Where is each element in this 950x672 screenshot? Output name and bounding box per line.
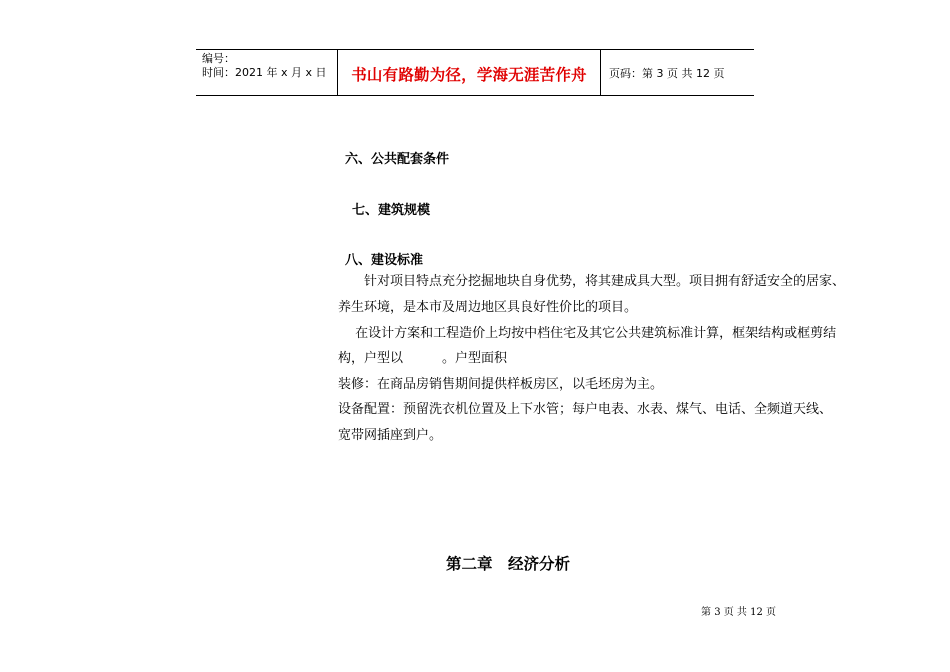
body-paragraph-line: 养生环境，是本市及周边地区具良好性价比的项目。 xyxy=(338,300,638,315)
body-paragraph-line: 宽带网插座到户。 xyxy=(338,428,443,443)
header-motto-cell xyxy=(338,50,601,95)
body-paragraph-line: 设备配置：预留洗衣机位置及上下水管；每户电表、水表、煤气、电话、全频道天线、 xyxy=(338,402,833,417)
section-heading-6: 六、公共配套条件 xyxy=(345,152,450,167)
body-paragraph-line: 针对项目特点充分挖掘地块自身优势，将其建成具大型。项目拥有舒适安全的居家、 xyxy=(338,274,846,289)
chapter-title: 第二章 经济分析 xyxy=(445,555,570,573)
header-motto: 书山有路勤为径，学海无涯苦作舟 xyxy=(351,65,587,84)
header-page-code-cell xyxy=(601,50,754,95)
section-heading-8: 八、建设标准 xyxy=(345,253,424,268)
document-date-label: 时间：2021 年 x 月 x 日 xyxy=(202,66,327,79)
body-paragraph-line: 在设计方案和工程造价上均按中档住宅及其它公共建筑标准计算，框架结构或框剪结 xyxy=(338,326,837,341)
header-meta-cell xyxy=(196,50,338,95)
header-page-code: 页码：第 3 页 共 12 页 xyxy=(609,66,725,80)
section-heading-7: 七、建筑规模 xyxy=(352,203,431,218)
page-header xyxy=(196,49,754,96)
document-number-label: 编号： xyxy=(202,52,235,65)
body-paragraph-line: 构，户型以 。户型面积 xyxy=(338,351,508,366)
body-paragraph-line: 装修：在商品房销售期间提供样板房区，以毛坯房为主。 xyxy=(338,377,664,392)
page-footer-number: 第 3 页 共 12 页 xyxy=(701,607,776,618)
